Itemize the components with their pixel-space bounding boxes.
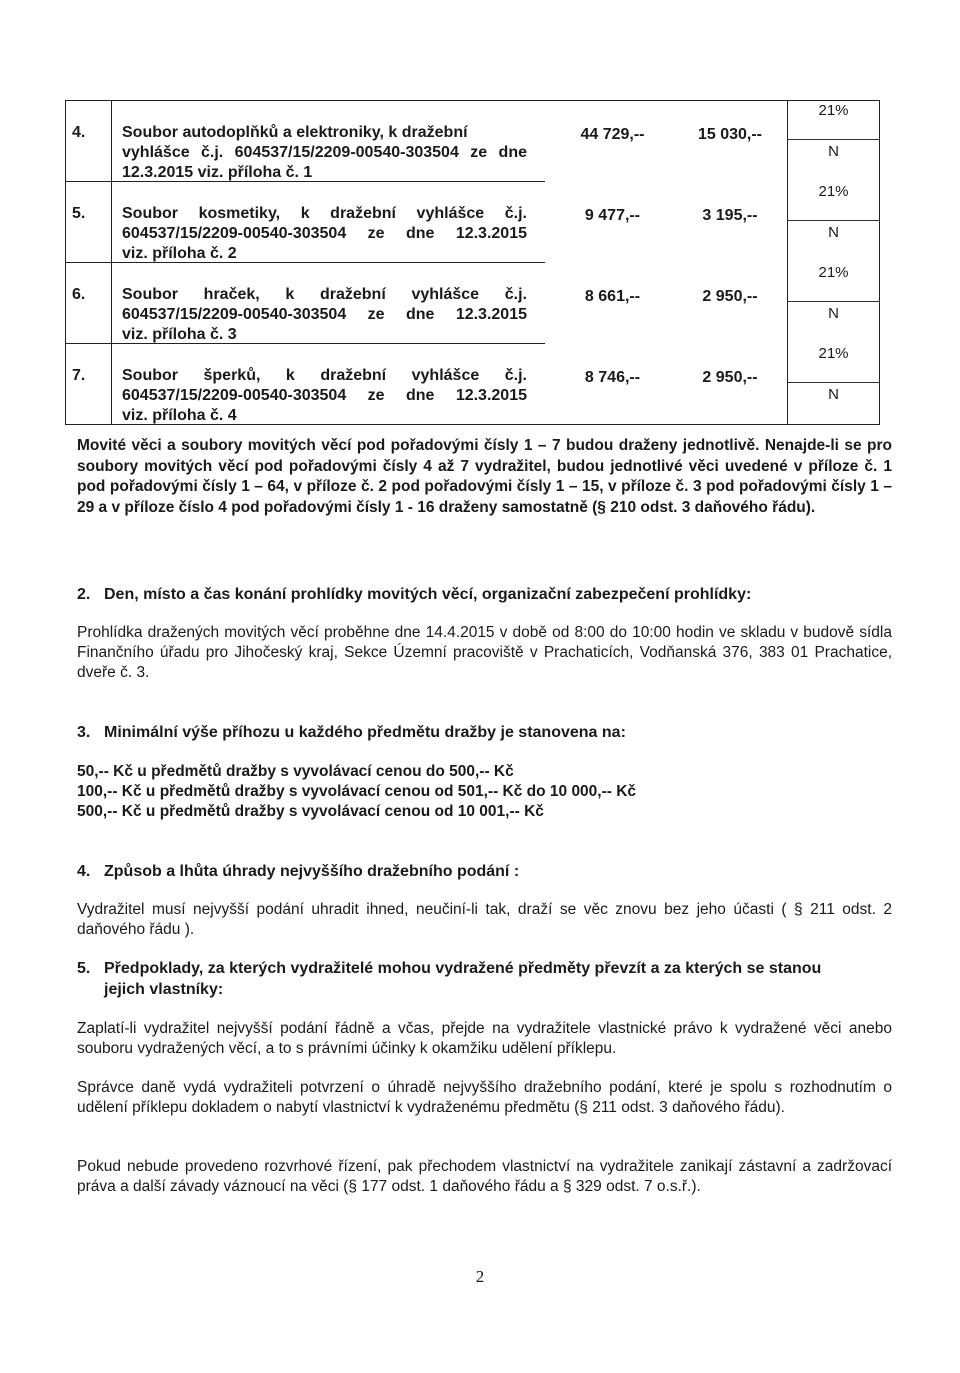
- starting-price: 2 950,--: [702, 369, 758, 386]
- estimated-price: 9 477,--: [584, 207, 641, 224]
- table-row: [65, 343, 880, 425]
- vat-divider: [787, 301, 880, 302]
- vat-divider: [787, 220, 880, 221]
- vat-code: N: [828, 386, 839, 403]
- item-description: [122, 366, 527, 426]
- section-title: Den, místo a čas konání prohlídky movitých věcí, organizační zabezpečení prohlídky:: [104, 586, 752, 603]
- section-number: 3.: [77, 724, 91, 741]
- vat-code: N: [828, 305, 839, 322]
- desc-line: viz. příloha č. 2: [122, 245, 237, 262]
- note-paragraph: Movité věci a soubory movitých věcí pod pořadovými čísly 1 – 7 budou draženy jednotlivě. Nenajde-li se pro soubory movitých věcí pod pořadovými čísly 4 až 7 vydražitel, budou jednotlivé věci uvedené v příloze č. 1 pod pořadovými čísly 1 – 64, v příloze č. 2 pod pořadovými čísly 1 – 15, v příloze č. 3 pod pořadovými čísly 1 – 29 a v příloze číslo 4 pod pořadovými čísly 1 - 16 draženy samostatně (§ 210 odst. 3 daňového řádu).: [77, 437, 892, 516]
- section-3-heading: [77, 722, 892, 743]
- section-5-paragraph: Správce daně vydá vydražiteli potvrzení o úhradě nejvyššího dražebního podání, které je spolu s rozhodnutím o udělení příklepu dokladem o nabytí vlastnictví k vydraženému předmětu (§ 211 odst. 3 daňového řádu).: [77, 1079, 892, 1116]
- estimated-price: 8 661,--: [584, 288, 641, 305]
- vat-rate: 21%: [818, 183, 849, 200]
- vat-code: N: [828, 224, 839, 241]
- desc-line: 604537/15/2209-00540-303504 ze dne 12.3.2015: [122, 387, 527, 404]
- section-5-paragraph: Pokud nebude provedeno rozvrhové řízení, pak přechodem vlastnictví na vydražitele zanikají zástavní a zadržovací práva a další závady váznoucí na věci (§ 177 odst. 1 daňového řádu a § 329 odst. 7 o.s.ř.).: [77, 1158, 892, 1195]
- vat-rate: 21%: [818, 102, 849, 119]
- starting-price: 15 030,--: [697, 126, 763, 143]
- table-row: [65, 181, 880, 263]
- desc-line: Soubor autodoplňků a elektroniky, k dražební: [122, 124, 468, 141]
- estimated-price: 8 746,--: [584, 369, 641, 386]
- section-2-heading: [77, 584, 892, 605]
- item-number: 7.: [72, 367, 86, 384]
- auction-items-table: [65, 100, 880, 425]
- section-number: 4.: [77, 863, 91, 880]
- item-description: [122, 285, 527, 345]
- item-description: [122, 123, 527, 183]
- bid-increment-list: [77, 762, 892, 822]
- section-5-paragraph: Zaplatí-li vydražitel nejvyšší podání řádně a včas, přejde na vydražitele vlastnické právo k vydražené věci anebo souboru vydražených věcí, a to s právními účinky k okamžiku udělení příklepu.: [77, 1020, 892, 1057]
- item-description: [122, 204, 527, 264]
- section-4-heading: [77, 861, 892, 882]
- section-2-text: Prohlídka dražených movitých věcí proběhne dne 14.4.2015 v době od 8:00 do 10:00 hodin ve skladu v budově sídla Finančního úřadu pro Jihočeský kraj, Sekce Územní pracoviště v Prachaticích, Vodňanská 376, 383 01 Prachatice, dveře č. 3.: [77, 624, 892, 681]
- vat-divider: [787, 139, 880, 140]
- vat-rate: 21%: [818, 264, 849, 281]
- item-number: 6.: [72, 286, 86, 303]
- bid-increment-line: 50,-- Kč u předmětů dražby s vyvolávací cenou do 500,-- Kč: [77, 763, 514, 780]
- page-number: 2: [475, 1267, 485, 1286]
- section-title-continued: jejich vlastníky:: [104, 981, 224, 998]
- starting-price: 3 195,--: [702, 207, 758, 224]
- desc-line: 604537/15/2209-00540-303504 ze dne 12.3.2015: [122, 225, 527, 242]
- section-title: Minimální výše příhozu u každého předmětu dražby je stanovena na:: [104, 724, 626, 741]
- estimated-price: 44 729,--: [580, 126, 645, 143]
- vat-rate: 21%: [818, 345, 849, 362]
- desc-line: Soubor šperků, k dražební vyhlášce č.j.: [122, 367, 527, 384]
- table-row: [65, 262, 880, 344]
- desc-line: viz. příloha č. 4: [122, 407, 237, 424]
- item-number: 4.: [72, 124, 86, 141]
- section-5-heading: [77, 958, 892, 1000]
- desc-line: 604537/15/2209-00540-303504 ze dne 12.3.2015: [122, 306, 527, 323]
- item-number: 5.: [72, 205, 86, 222]
- desc-line: viz. příloha č. 3: [122, 326, 237, 343]
- section-number: 5.: [77, 960, 91, 977]
- desc-line: Soubor kosmetiky, k dražební vyhlášce č.j.: [122, 205, 527, 222]
- table-row: [65, 100, 880, 182]
- section-4-text: Vydražitel musí nejvyšší podání uhradit ihned, neučiní-li tak, draží se věc znovu bez jeho účasti ( § 211 odst. 2 daňového řádu ).: [77, 901, 892, 938]
- desc-line: 12.3.2015 viz. příloha č. 1: [122, 164, 313, 181]
- desc-line: Soubor hraček, k dražební vyhlášce č.j.: [122, 286, 527, 303]
- bid-increment-line: 500,-- Kč u předmětů dražby s vyvolávací cenou od 10 001,-- Kč: [77, 803, 544, 820]
- section-title: Předpoklady, za kterých vydražitelé mohou vydražené předměty převzít a za kterých se stanou: [104, 960, 822, 977]
- desc-line: vyhlášce č.j. 604537/15/2209-00540-303504 ze dne: [122, 144, 527, 161]
- starting-price: 2 950,--: [702, 288, 758, 305]
- vat-divider: [787, 382, 880, 383]
- bid-increment-line: 100,-- Kč u předmětů dražby s vyvolávací cenou od 501,-- Kč do 10 000,-- Kč: [77, 783, 637, 800]
- vat-code: N: [828, 143, 839, 160]
- section-title: Způsob a lhůta úhrady nejvyššího dražebního podání :: [104, 863, 520, 880]
- section-number: 2.: [77, 586, 91, 603]
